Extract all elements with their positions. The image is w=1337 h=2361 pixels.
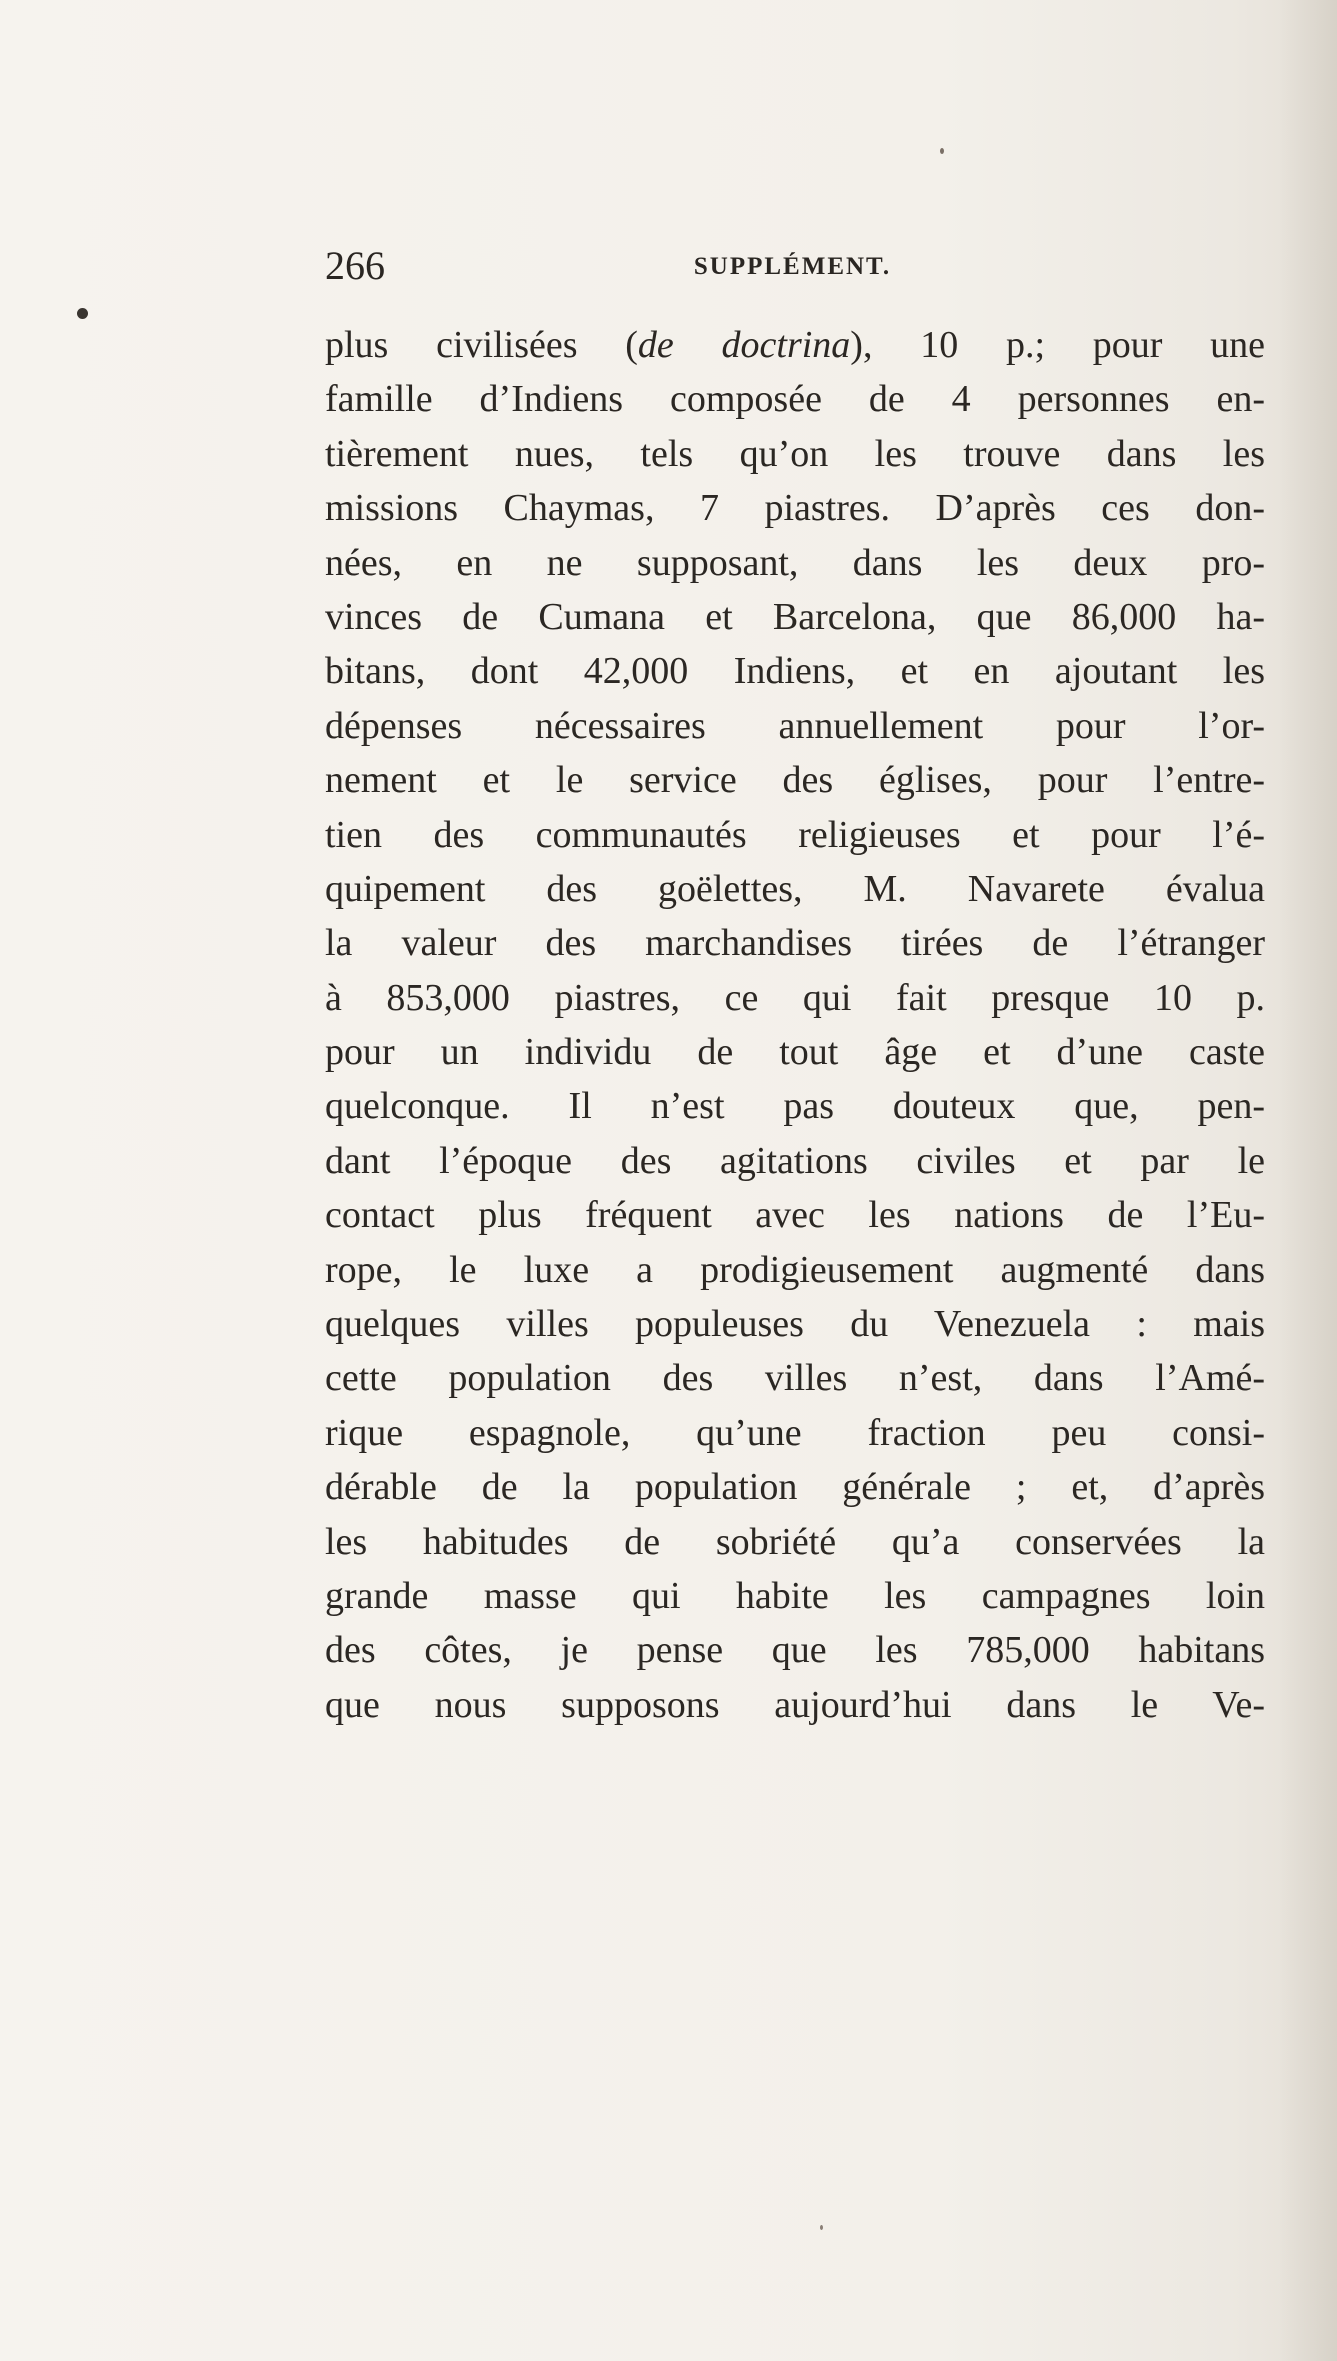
text-line bbox=[325, 971, 1265, 1025]
text-line-part: des côtes, je pense que les 785,000 habitans bbox=[325, 1629, 1265, 1672]
text-line-part: quipement des goëlettes, M. Navarete évalua bbox=[325, 867, 1265, 910]
text-line bbox=[325, 1079, 1265, 1133]
text-line bbox=[325, 1460, 1265, 1514]
text-line bbox=[325, 808, 1265, 862]
italic-phrase: de doctrina bbox=[637, 324, 851, 366]
text-line-part: tien des communautés religieuses et pour l’é- bbox=[325, 813, 1265, 856]
paper-speck bbox=[820, 2225, 823, 2230]
text-line-part: ), 10 p.; pour une bbox=[850, 324, 1266, 366]
text-line bbox=[325, 1243, 1265, 1297]
text-line-part: quelconque. Il n’est pas douteux que, pen- bbox=[325, 1085, 1265, 1128]
text-line-part: dant l’époque des agitations civiles et par le bbox=[325, 1139, 1265, 1182]
text-line-part: dérable de la population générale ; et, d’après bbox=[325, 1466, 1265, 1509]
text-line-part: tièrement nues, tels qu’on les trouve dans les bbox=[325, 432, 1265, 475]
text-line-part: vinces de Cumana et Barcelona, que 86,000 ha- bbox=[325, 595, 1265, 638]
text-line-part: pour un individu de tout âge et d’une caste bbox=[325, 1031, 1265, 1074]
text-line-part: missions Chaymas, 7 piastres. D’après ces don- bbox=[325, 487, 1265, 530]
text-line bbox=[325, 1297, 1265, 1351]
text-line bbox=[325, 1351, 1265, 1405]
text-line bbox=[325, 372, 1265, 426]
page-edge-shadow bbox=[1277, 0, 1337, 2361]
text-line-part: nement et le service des églises, pour l’entre- bbox=[325, 759, 1265, 802]
text-line bbox=[325, 644, 1265, 698]
text-line bbox=[325, 862, 1265, 916]
text-line-part: dépenses nécessaires annuellement pour l’or- bbox=[325, 704, 1265, 747]
text-line bbox=[325, 1678, 1265, 1732]
text-line-part: rique espagnole, qu’une fraction peu consi- bbox=[325, 1411, 1265, 1454]
text-line-part: rope, le luxe a prodigieusement augmenté dans bbox=[325, 1248, 1265, 1291]
page-header bbox=[325, 236, 1260, 296]
running-head: SUPPLÉMENT. bbox=[693, 253, 892, 280]
text-line-part: cette population des villes n’est, dans l’Amé- bbox=[325, 1357, 1265, 1400]
text-line-part: plus civilisées ( bbox=[325, 324, 638, 366]
text-line bbox=[325, 1623, 1265, 1677]
page-number: 266 bbox=[325, 243, 385, 288]
text-line-part: nées, en ne supposant, dans les deux pro- bbox=[325, 541, 1265, 584]
text-line bbox=[325, 1025, 1265, 1079]
text-line bbox=[325, 536, 1265, 590]
text-line bbox=[325, 590, 1265, 644]
ink-spot bbox=[77, 308, 88, 319]
text-line bbox=[325, 427, 1265, 481]
text-line-part: contact plus fréquent avec les nations de l’Eu- bbox=[325, 1194, 1265, 1237]
text-line bbox=[325, 916, 1265, 970]
text-line-part: les habitudes de sobriété qu’a conservées la bbox=[325, 1520, 1265, 1563]
text-line bbox=[325, 1406, 1265, 1460]
text-line-part: à 853,000 piastres, ce qui fait presque 10 p. bbox=[325, 976, 1265, 1019]
text-line-part: famille d’Indiens composée de 4 personnes en- bbox=[325, 378, 1265, 421]
text-line bbox=[325, 753, 1265, 807]
text-line-part: quelques villes populeuses du Venezuela : mais bbox=[325, 1303, 1265, 1346]
text-line bbox=[325, 1569, 1265, 1623]
text-line-part: bitans, dont 42,000 Indiens, et en ajoutant les bbox=[325, 650, 1265, 693]
text-line-part: la valeur des marchandises tirées de l’étranger bbox=[325, 922, 1265, 965]
text-line bbox=[325, 1515, 1265, 1569]
text-line-part: grande masse qui habite les campagnes loin bbox=[325, 1574, 1265, 1617]
body-text bbox=[325, 318, 1265, 1732]
text-line bbox=[325, 1134, 1265, 1188]
paper-speck bbox=[940, 148, 944, 154]
text-line bbox=[325, 481, 1265, 535]
text-line bbox=[325, 699, 1265, 753]
text-line bbox=[325, 318, 1265, 372]
text-line-part: que nous supposons aujourd’hui dans le Ve- bbox=[325, 1683, 1265, 1726]
text-line bbox=[325, 1188, 1265, 1242]
